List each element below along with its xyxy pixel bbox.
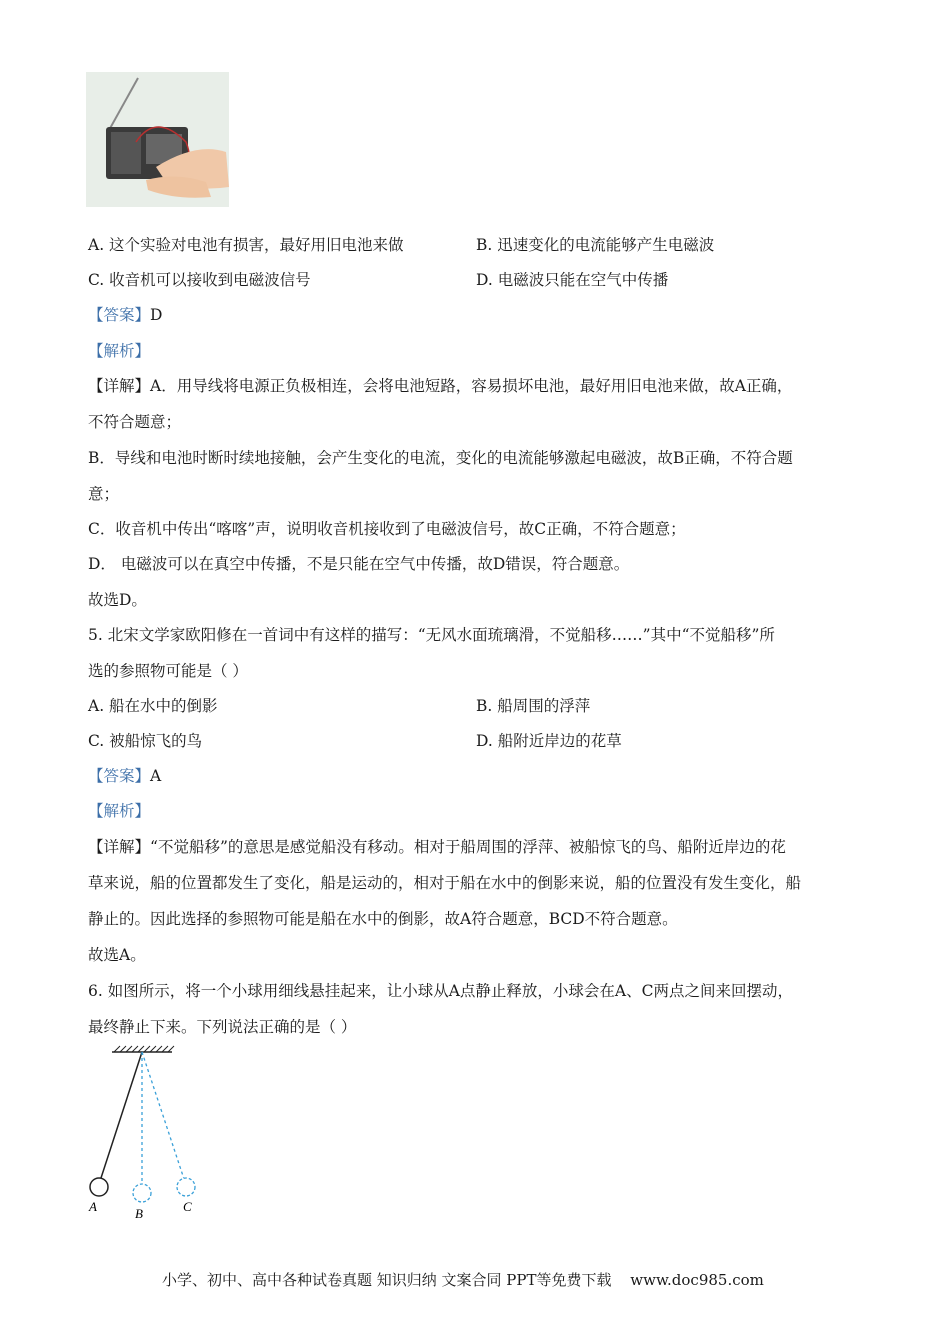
q4-answer xyxy=(88,305,162,325)
footer-text: 小学、初中、高中各种试卷真题 知识归纳 文案合同 PPT等免费下载 xyxy=(162,1271,612,1289)
label-b: B xyxy=(135,1206,143,1221)
pendulum-diagram xyxy=(80,1045,220,1225)
q4-conclusion: 故选D。 xyxy=(88,591,147,609)
ball-c xyxy=(177,1178,195,1196)
footer-url[interactable]: www.doc985.com xyxy=(630,1271,764,1289)
q5-conclusion: 故选A。 xyxy=(88,946,146,964)
q4-detail-line: 不符合题意； xyxy=(88,413,182,431)
q5-option-c: C. 被船惊飞的鸟 xyxy=(88,732,203,750)
q4-detail-line: C．收音机中传出“喀喀”声，说明收音机接收到了电磁波信号，故C正确，不符合题意； xyxy=(88,520,686,538)
q4-option-a: A. 这个实验对电池有损害，最好用旧电池来做 xyxy=(88,236,404,254)
detail-tag: 【详解】 xyxy=(88,838,151,856)
q6-stem-line: 最终静止下来。下列说法正确的是（ ） xyxy=(88,1018,357,1036)
q5-option-a: A. 船在水中的倒影 xyxy=(88,697,218,715)
ball-b xyxy=(133,1184,151,1202)
ball-a xyxy=(90,1178,108,1196)
q4-detail-line: B．导线和电池时断时续地接触，会产生变化的电流，变化的电流能够激起电磁波，故B正确，不符合题 xyxy=(88,449,793,467)
detail-tag: 【详解】 xyxy=(88,377,151,395)
q4-option-b: B. 迅速变化的电流能够产生电磁波 xyxy=(476,236,715,254)
string-c xyxy=(142,1052,184,1179)
answer-value: A xyxy=(150,767,162,785)
q4-option-d: D. 电磁波只能在空气中传播 xyxy=(476,271,669,289)
q6-stem-line: 6. 如图所示，将一个小球用细线悬挂起来，让小球从A点静止释放，小球会在A、C两点之间来回摆动， xyxy=(88,982,793,1000)
q4-detail-line: D． 电磁波可以在真空中传播，不是只能在空气中传播，故D错误，符合题意。 xyxy=(88,555,630,573)
answer-tag: 【答案】 xyxy=(88,767,151,785)
string-a xyxy=(101,1052,142,1178)
q4-detail-line: 意； xyxy=(88,485,120,503)
q5-detail-line: 草来说，船的位置都发生了变化，船是运动的，相对于船在水中的倒影来说，船的位置没有发生变化，船 xyxy=(88,874,802,892)
q4-option-c: C. 收音机可以接收到电磁波信号 xyxy=(88,271,311,289)
q4-analysis-tag: 【解析】 xyxy=(88,342,151,360)
radio-experiment-photo xyxy=(86,72,229,207)
label-c: C xyxy=(183,1199,192,1214)
q5-analysis-tag: 【解析】 xyxy=(88,802,151,820)
answer-tag: 【答案】 xyxy=(88,306,151,324)
q5-stem-line: 5. 北宋文学家欧阳修在一首词中有这样的描写：“无风水面琉璃滑，不觉船移……”其中“不觉船移”所 xyxy=(88,626,775,644)
q5-detail-line: 【详解】“不觉船移”的意思是感觉船没有移动。相对于船周围的浮萍、被船惊飞的鸟、船附近岸边的花 xyxy=(88,838,786,856)
q5-option-d: D. 船附近岸边的花草 xyxy=(476,732,622,750)
q5-detail-line: 静止的。因此选择的参照物可能是船在水中的倒影，故A符合题意，BCD不符合题意。 xyxy=(88,910,678,928)
label-a: A xyxy=(89,1199,97,1214)
answer-value: D xyxy=(150,306,163,324)
q5-answer xyxy=(88,766,161,786)
ceiling-hatch xyxy=(114,1046,174,1052)
q4-detail-line: 【详解】A．用导线将电源正负极相连，会将电池短路，容易损坏电池，最好用旧电池来做，故A正确， xyxy=(88,377,793,395)
q5-option-b: B. 船周围的浮萍 xyxy=(476,697,591,715)
q5-stem-line: 选的参照物可能是（ ） xyxy=(88,662,248,680)
page-footer xyxy=(162,1270,778,1290)
